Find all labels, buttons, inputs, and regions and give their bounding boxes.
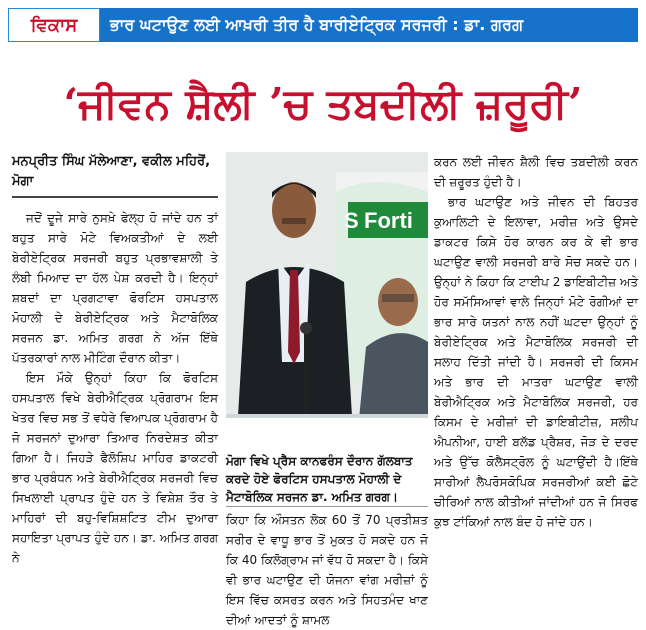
paragraph: ਭਾਰ ਘਟਾਉਣ ਅਤੇ ਜੀਵਨ ਦੀ ਬਿਹਤਰ ਕੁਆਲਿਟੀ ਦੇ ਇਲਾਵਾ, ਮਰੀਜ਼ ਅਤੇ ਉਸਦੇ ਡਾਕਟਰ ਕਿਸੇ ਹੋਰ ਕਾਰਨ ਕਰ ਕੇ ਵੀ ਭਾਰ ਘਟਾਉਣ ਵਾਲੀ ਸਰਜਰੀ ਬਾਰੇ ਸੋਚ ਸਕਦੇ ਹਨ। ਉਨ੍ਹਾਂ ਨੇ ਕਿਹਾ ਕਿ ਟਾਈਪ 2 ਡਾਇਬੀਟੀਜ਼ ਅਤੇ ਹੋਰ ਸਮੱਸਿਆਵਾਂ ਵਾਲੇ ਜਿਨ੍ਹਾਂ ਮੋਟੇ ਰੋਗੀਆਂ ਦਾ ਭਾਰ ਸਾਰੇ ਯਤਨਾਂ ਨਾਲ ਨਹੀਂ ਘਟਦਾ ਉਨ੍ਹਾਂ ਨੂੰ ਬੇਰੀਏਟ੍ਰਿਕ ਅਤੇ ਮੈਟਾਬੋਲਿਕ ਸਰਜਰੀ ਦੀ ਸਲਾਹ ਦਿੱਤੀ ਜਾਂਦੀ ਹੈ। ਸਰਜਰੀ ਦੀ ਕਿਸਮ ਅਤੇ ਭਾਰ ਦੀ ਮਾਤਰਾ ਘਟਾਉਣ ਵਾਲੀ ਬੇਰੀਐਟ੍ਰਿਕ ਅਤੇ ਮੈਟਾਬੋਲਿਕ ਸਰਜਰੀ, ਹਰ ਕਿਸਮ ਦੇ ਮਰੀਜ਼ਾਂ ਦੀ ਡਾਇਬੀਟੀਜ਼, ਸਲੀਪ ਐਪਨੀਆ, ਹਾਈ ਬਲੱਡ ਪ੍ਰੈਸ਼ਰ, ਜੋੜ ਦੇ ਦਰਦ ਅਤੇ ਉੱਚ ਕੋਲੈਸਟ੍ਰੋਲ ਨੂੰ ਘਟਾਉਂਦੀ ਹੈ।ਇੱਥੇ ਸਾਰੀਆਂ ਲੈਪਰੋਸਕੋਪਿਕ ਸਰਜਰੀਆਂ ਕਈ ਛੋਟੇ ਚੀਰਿਆਂ ਨਾਲ ਕੀਤੀਆਂ ਜਾਂਦੀਆਂ ਹਨ ਜੋ ਸਿਰਫ ਕੁਝ ਟਾਂਕਿਆਂ ਨਾਲ ਬੰਦ ਹੋ ਜਾਂਦੇ ਹਨ।	[434, 195, 638, 529]
banner-text: Forti	[364, 208, 413, 233]
article-column-3	[434, 152, 638, 596]
banner-text-s: S	[344, 208, 359, 233]
press-conference-photo	[226, 152, 428, 450]
caption-divider	[226, 506, 428, 507]
article-column-1	[12, 208, 218, 596]
paragraph: ਕਿਹਾ ਕਿ ਔਸਤਨ ਲੋਕ 60 ਤੋਂ 70 ਪ੍ਰਤੀਸ਼ਤ ਸਰੀਰ ਦੇ ਵਾਧੂ ਭਾਰ ਤੋਂ ਮੁਕਤ ਹੋ ਸਕਦੇ ਹਨ ਜੋ ਕਿ 40 ਕਿਲੋਗ੍ਰਾਮ ਜਾਂ ਵੱਧ ਹੋ ਸਕਦਾ ਹੈ। ਕਿਸੇ ਵੀ ਭਾਰ ਘਟਾਉਣ ਦੀ ਯੋਜਨਾ ਵਾਂਗ ਮਰੀਜ਼ਾਂ ਨੂੰ ਇਸ ਵਿੱਚ ਕਸਰਤ ਕਰਨ ਅਤੇ ਸਿਹਤਮੰਦ ਖਾਣ ਦੀਆਂ ਆਦਤਾਂ ਨੂੰ ਸ਼ਾਮਲ	[226, 513, 428, 627]
paragraph: ਇਸ ਮੌਕੇ ਉਨ੍ਹਾਂ ਕਿਹਾ ਕਿ ਫੋਰਟਿਸ ਹਸਪਤਾਲ ਵਿਖੇ ਬੇਰੀਐਟ੍ਰਿਕ ਪ੍ਰੋਗਰਾਮ ਇਸ ਖੇਤਰ ਵਿਚ ਸਭ ਤੋਂ ਵਧੇਰੇ ਵਿਆਪਕ ਪ੍ਰੋਗਰਾਮ ਹੈ ਜੋ ਸਰਜਨਾਂ ਦੁਆਰਾ ਤਿਆਰ ਨਿਰਦੇਸ਼ਤ ਕੀਤਾ ਗਿਆ ਹੈ। ਜਿਹੜੇ ਫੈਲੋਸ਼ਿਪ ਮਾਹਿਰ ਡਾਕਟਰੀ ਭਾਰ ਪ੍ਰਬੰਧਨ ਅਤੇ ਬੇਰੀਐਟ੍ਰਿਕ ਸਰਜਰੀ ਵਿਚ ਸਿਖਲਾਈ ਪ੍ਰਾਪਤ ਹੁੰਦੇ ਹਨ ਤੇ ਵਿਸ਼ੇਸ਼ ਤੌਰ ਤੇ ਮਾਹਿਰਾਂ ਦੀ ਬਹੁ-ਵਿਸ਼ਿਸ਼ਟਿਤ ਟੀਮ ਦੁਆਰਾ ਸਹਾਇਤਾ ਪ੍ਰਾਪਤ ਹੁੰਦੇ ਹਨ। ਡਾ. ਅਮਿਤ ਗਰਗ ਨੇ	[12, 371, 218, 565]
photo-caption: ਮੋਗਾ ਵਿਖੇ ਪ੍ਰੈਸ ਕਾਨਫਰੰਸ ਦੌਰਾਨ ਗੱਲਬਾਤ ਕਰਦੇ ਹੋਏ ਫੋਰਟਿਸ ਹਸਪਤਾਲ ਮੋਹਾਲੀ ਦੇ ਮੈਟਾਬੋਲਿਕ ਸਰਜਨ ਡਾ. ਅਮਿਤ ਗਰਗ।	[226, 452, 428, 506]
byline-divider	[12, 196, 218, 198]
paragraph: ਜਦੋਂ ਦੂਜੇ ਸਾਰੇ ਨੁਸਖ਼ੇ ਫੇਲ੍ਹ ਹੋ ਜਾਂਦੇ ਹਨ ਤਾਂ ਬਹੁਤ ਸਾਰੇ ਮੋਟੇ ਵਿਅਕਤੀਆਂ ਦੇ ਲਈ ਬੇਰੀਏਟ੍ਰਿਕ ਸਰਜਰੀ ਬਹੁਤ ਪ੍ਰਭਾਵਸ਼ਾਲੀ ਤੇ ਲੰਬੀ ਮਿਆਦ ਦਾ ਹੱਲ ਪੇਸ਼ ਕਰਦੀ ਹੈ। ਇਨ੍ਹਾਂ ਸ਼ਬਦਾਂ ਦਾ ਪ੍ਰਗਟਾਵਾ ਫੋਰਟਿਸ ਹਸਪਤਾਲ ਮੋਹਾਲੀ ਦੇ ਬੇਰੀਏਟ੍ਰਿਕ ਅਤੇ ਮੈਟਾਬੋਲਿਕ ਸਰਜਨ ਡਾ. ਅਮਿਤ ਗਰਗ ਨੇ ਅੱਜ ਇੱਥੇ ਪੱਤਰਕਾਰਾਂ ਨਾਲ ਮੀਟਿੰਗ ਦੌਰਾਨ ਕੀਤਾ।	[12, 211, 218, 365]
article-column-2	[226, 510, 428, 627]
section-tag: ਵਿਕਾਸ	[8, 8, 100, 42]
byline: ਮਨਪ੍ਰੀਤ ਸਿੰਘ ਮੱਲੇਆਣਾ, ਵਕੀਲ ਮਹਿਰੋਂ, ਮੋਗਾ	[12, 154, 211, 189]
main-headline: ‘ਜੀਵਨ ਸ਼ੈਲੀ ’ਚ ਤਬਦੀਲੀ ਜ਼ਰੂਰੀ’	[63, 79, 583, 128]
header-bar	[8, 8, 638, 42]
paragraph: ਕਰਨ ਲਈ ਜੀਵਨ ਸ਼ੈਲੀ ਵਿਚ ਤਬਦੀਲੀ ਕਰਨ ਦੀ ਜ਼ਰੂਰਤ ਹੁੰਦੀ ਹੈ।	[434, 155, 638, 189]
kicker-headline: ਭਾਰ ਘਟਾਉਣ ਲਈ ਆਖ਼ਰੀ ਤੀਰ ਹੈ ਬਾਰੀਏਟ੍ਰਿਕ ਸਰਜਰੀ : ਡਾ. ਗਰਗ	[100, 8, 638, 42]
